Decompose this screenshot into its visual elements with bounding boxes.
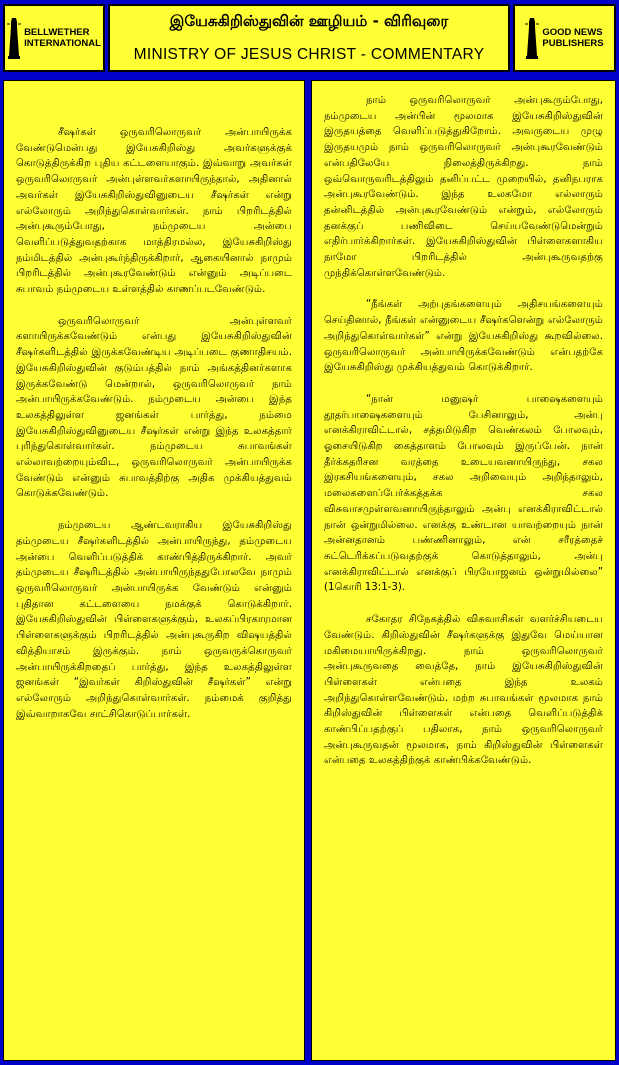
logo-right-line-2: PUBLISHERS [542,38,604,49]
right-column [311,80,616,1061]
right-column-text [312,81,615,1060]
good-news-logo-text [542,27,603,49]
logo-right-line-1: GOOD NEWS [542,27,603,38]
lighthouse-icon [7,16,21,60]
bellwether-logo-text [24,27,101,49]
good-news-logo [513,4,616,72]
paragraph: ஒருவரிலொருவர் அன்புள்ளவர் களாயிருக்கவேண்டும் என்பது இயேசுகிறிஸ்துவின் சீஷர்களிடத்தில் இருக்கவேண்டிய அடிப்படை குணாதிசயம். இயேசுகிறிஸ்துவின் குடும்பத்தில் நாம் அங்கத்தினர்களாக இருக்கவேண்டு மென்றால், ஒருவரிலொருவர் நாம் அன்பாயிருக்கவேண்டும். நம்முடைய அன்பை இந்த உலகத்திலுள்ள ஜனங்கள் பார்த்து, நம்மை இயேசுகிறிஸ்துவினுடைய சீஷர்கள் என்று இந்த உலகத்தார் புரிந்துகொள்வார்கள். நம்முடைய சுபாவங்கள் எல்லாவற்றையும்விட, ஒருவரிலொருவர் அன்பாயிருக்க வேண்டும் என்னும் சுபாவத்திற்கு அதிக முக்கியத்துவம் கொடுக்கவேண்டும். [16,315,292,500]
paragraph: “நீங்கள் அற்புதங்களையும் அதிசயங்களையும் செய்தினால், நீங்கள் என்னுடைய சீஷர்களென்று எல்லோரும் அறிந்துகொள்வார்கள்” என்று இயேசுகிறிஸ்து கூறவில்லை. ஒருவரிலொருவர் அன்பாயிருக்கவேண்டும் என்பதற்கே இயேசுகிறிஸ்து முக்கியத்துவம் கொடுக்கிறார். [324,299,603,374]
logo-left-line-1: BELLWETHER [24,27,90,38]
left-column [3,80,305,1061]
title-banner [108,4,510,72]
paragraph: சகோதர சிநேகத்தில் விசுவாசிகள் வளர்ச்சியடைய வேண்டும். கிறிஸ்துவின் சீஷர்களுக்கு இதுவே மெய்யான மகிமையாயிருக்கிறது. நாம் ஒருவரிலொருவர் அன்புகூருவதை வைத்தே, நாம் இயேசுகிறிஸ்துவின் பிள்ளைகள் என்பதை இந்த உலகம் அறிந்துகொள்ளவேண்டும். மற்ற சுபாவங்கள் மூலமாக நாம் கிறிஸ்துவின் பிள்ளைகள் என்பதை வெளிப்படுத்திக் காண்பிப்பதற்குப் பதிலாக, நாம் ஒருவரிலொருவர் அன்புகூருவதன் மூலமாக, நாம் கிறிஸ்துவின் பிள்ளைகள் என்பதை உலகத்திற்குக் காண்பிக்கவேண்டும். [324,614,603,767]
title-english: MINISTRY OF JESUS CHRIST - COMMENTARY [133,46,485,63]
left-column-text [4,81,304,1060]
paragraph: சீஷர்கள் ஒருவரிலொருவர் அன்பாயிருக்க வேண்டுமென்பது இயேசுகிறிஸ்து அவர்களுக்குக் கொடுத்திருக்கிற புதிய கட்டளையாகும். இவ்வாறு அவர்கள் ஒருவரிலொருவர் அன்புள்ளவர்களாயிருந்தால், அதினால் அவர்கள் இயேசுகிறிஸ்துவினுடைய சீஷர்கள் என்று எல்லோரும் அறிந்துகொள்வார்கள். நாம் பிறரிடத்தில் அன்புகூரும்போது, நம்முடைய அன்பை வெளிப்படுத்துவதற்காக மாத்திரமல்ல, இயேசுகிறிஸ்து நம்மிடத்தில் அன்புகூர்ந்திருக்கிறார், ஆகையினால் நாமும் பிறரிடத்தில் அன்புகூரவேண்டும் என்னும் அடிப்படை சுபாவம் நம்முடைய உள்ளத்தில் காணப்படவேண்டும். [16,127,292,296]
paragraph: நாம் ஒருவரிலொருவர் அன்புகூரும்போது, நம்முடைய அன்பின் மூலமாக இயேசுகிறிஸ்துவின் இருதயத்தை வெளிப்படுத்துகிறோம். அவருடைய முழு இருதயமும் நாம் ஒருவரிலொருவர் அன்புகூரவேண்டும் என்பதிலேயே நிலைத்திருக்கிறது. நாம் ஒவ்வொருவரிடத்திலும் தனிப்பட்ட முறையில், தனிநபராக அன்புகூரவேண்டும். இந்த உலகமோ எல்லாரும் தன்னிடத்தில் அன்புகூரவேண்டும் என்றும், எல்லோரும் தனக்குப் பணிவிடை செய்யவேண்டுமென்றும் எதிர்பார்க்கிறார்கள். இயேசுகிறிஸ்துவின் பிள்ளைகளாகிய நாமோ பிறரிடத்தில் அன்புகூருவதற்கு முந்திக்கொள்ளவேண்டும். [324,95,603,279]
paragraph: “நான் மனுஷர் பாஷைகளையும் தூதர்பாஷைகளையும் பேசினாலும், அன்பு எனக்கிராவிட்டால், சத்தமிடுகிற வெண்கலம் போலவும், ஓசையிடுகிற கைத்தாளம் போலவும் இருப்பேன். நான் தீர்க்கதரிசன வரத்தை உடையவனாயிருந்து, சகல இரகசியங்களையும், சகல அறிவையும் அறிந்தாலும், மலைகளைப்பேர்க்கத்தக்க சகல விசுவாசமுள்ளவனாயிருந்தாலும் அன்பு எனக்கிராவிட்டால் நான் ஒன்றுமில்லை. எனக்கு உண்டான யாவற்றையும் நான் அன்னதானம் பண்ணினாலும், என் சரீரத்தைச் சுட்டெரிக்கப்படுவதற்குக் கொடுத்தாலும், அன்பு எனக்கிராவிட்டால் எனக்குப் பிரயோஜனம் ஒன்றுமில்லை” (1கொரி 13:1-3). [324,393,603,594]
title-tamil: இயேசுகிறிஸ்துவின் ஊழியம் - விரிவுரை [169,12,449,30]
logo-left-line-2: INTERNATIONAL [24,38,101,49]
paragraph: நம்முடைய ஆண்டவராகிய இயேசுகிறிஸ்து தம்முடைய சீஷர்களிடத்தில் அன்பாயிருந்து, தம்முடைய அன்பை வெளிப்படுத்திக் காண்பித்திருக்கிறார். அவர் தம்முடைய சீஷரிடத்தில் அன்பாயிருந்ததுபோலவே நாமும் ஒருவரிலொருவர் அன்பாயிருக்க வேண்டும் என்னும் புதிதான கட்டளையை நமக்குக் கொடுக்கிறார். இயேசுகிறிஸ்துவின் பிள்ளைகளுக்கும், உலகப்பிரகாரமான பிள்ளைகளுக்கும் பிறரிடத்தில் அன்புகூருகிற விஷயத்தில் வித்தியாசம் இருக்கும். நாம் ஒருவருக்கொருவர் அன்பாயிருக்கிறதைப் பார்த்து, இந்த உலகத்திலுள்ள ஜனங்கள் “இவர்கள் கிறிஸ்துவின் சீஷர்கள்” என்று எல்லோரும் அறிந்துகொள்வார்கள். நம்மைக் குறித்து இவ்வாறாகவே சாட்சிகொடுப்பார்கள். [16,520,292,720]
bellwether-logo [3,4,105,72]
lighthouse-icon [525,16,539,60]
